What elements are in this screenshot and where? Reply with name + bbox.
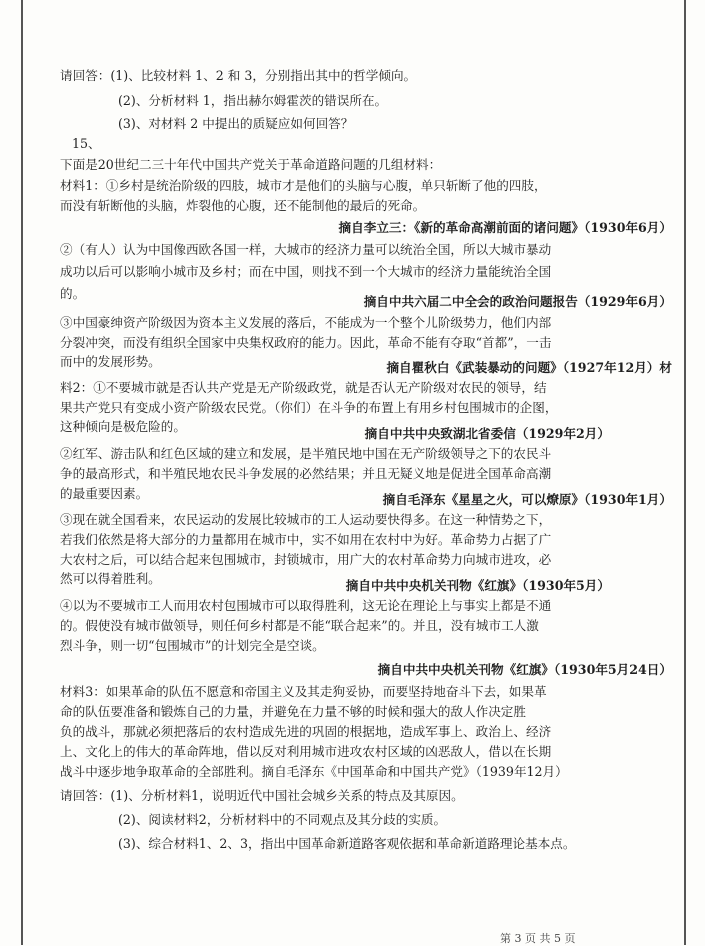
text-line: 大农村之后，可以结合起来包围城市，封锁城市，用广大的农村革命势力向城市进攻，必 bbox=[60, 552, 552, 567]
source-citation: 摘自中共中央机关刊物《红旗》（1930年5月24日） bbox=[377, 662, 672, 677]
text-line: 请回答：(1)、比较材料 1、2 和 3，分别指出其中的哲学倾向。 bbox=[60, 68, 417, 83]
text-line: (3)、对材料 2 中提出的质疑应如何回答？ bbox=[118, 116, 354, 131]
text-line: (2)、阅读材料2，分析材料中的不同观点及其分歧的实质。 bbox=[118, 812, 447, 827]
text-line: 负的战斗，那就必须把落后的农村造成先进的巩固的根据地，造成军事上、政治上、经济 bbox=[60, 724, 552, 739]
text-line: 下面是20世纪二三十年代中国共产党关于革命道路问题的几组材料： bbox=[60, 157, 442, 172]
text-line: ②（有人）认为中国像西欧各国一样，大城市的经济力量可以统治全国，所以大城市暴动 bbox=[60, 242, 552, 257]
text-line: 的最重要因素。 bbox=[60, 486, 149, 501]
text-line: 请回答：(1)、分析材料1，说明近代中国社会城乡关系的特点及其原因。 bbox=[60, 788, 464, 803]
text-line: (2)、分析材料 1，指出赫尔姆霍茨的错误所在。 bbox=[118, 93, 388, 108]
source-citation: 摘自李立三：《新的革命高潮前面的诸问题》（1930年6月） bbox=[338, 220, 672, 235]
text-line: ③现在就全国看来，农民运动的发展比较城市的工人运动要快得多。在这一种情势之下， bbox=[60, 512, 552, 527]
text-line: 战斗中逐步地争取革命的全部胜利。摘自毛泽东《中国革命和中国共产党》（1939年12月） bbox=[60, 764, 568, 779]
text-line: ④以为不要城市工人而用农村包围城市可以取得胜利，这无论在理论上与事实上都是不通 bbox=[60, 598, 552, 613]
text-line: 而中的发展形势。 bbox=[60, 354, 161, 369]
source-citation: 摘自中共中央机关刊物《红旗》（1930年5月） bbox=[345, 578, 610, 593]
left-border-line bbox=[21, 0, 23, 945]
text-line: ③中国豪绅资产阶级因为资本主义发展的落后，不能成为一个整个儿阶级势力，他们内部 bbox=[60, 315, 552, 330]
text-line: 而没有斩断他的头脑，炸裂他的心腹，还不能制他的最后的死命。 bbox=[60, 198, 426, 213]
text-line: 分裂冲突，而没有组织全国家中央集权政府的能力。因此，革命不能有夺取“首都”，一击 bbox=[60, 335, 552, 350]
text-line: 若我们依然是将大部分的力量都用在城市中，实不如用在农村中为好。革命势力占据了广 bbox=[60, 532, 552, 547]
text-line: 材料3：如果革命的队伍不愿意和帝国主义及其走狗妥协，而要坚持地奋斗下去，如果革 bbox=[60, 684, 547, 699]
text-line: 然可以得着胜利。 bbox=[60, 571, 161, 586]
text-line: 成功以后可以影响小城市及乡村；而在中国，则找不到一个大城市的经济力量能统治全国 bbox=[60, 264, 552, 279]
source-citation: 摘自瞿秋白《武装暴动的问题》（1927年12月）材 bbox=[386, 360, 672, 375]
page-footer: 第 3 页 共 5 页 bbox=[500, 932, 576, 945]
text-line: (3)、综合材料1、2、3，指出中国革命新道路客观依据和革命新道路理论基本点。 bbox=[118, 836, 576, 851]
question-number: 15、 bbox=[72, 136, 101, 151]
text-line: 果共产党只有变成小资产阶级农民党。（你们）在斗争的布置上有用乡村包围城市的企图， bbox=[60, 400, 558, 415]
source-citation: 摘自中共中央致湖北省委信（1929年2月） bbox=[364, 426, 610, 441]
text-line: 争的最高形式，和半殖民地农民斗争发展的必然结果；并且无疑义地是促进全国革命高潮 bbox=[60, 466, 552, 481]
right-border-line bbox=[684, 0, 686, 945]
text-line: 这种倾向是极危险的。 bbox=[60, 419, 186, 434]
text-line: 料2：①不要城市就是否认共产党是无产阶级政党，就是否认无产阶级对农民的领导，结 bbox=[60, 380, 547, 395]
text-line: 烈斗争，则一切“包围城市”的计划完全是空谈。 bbox=[60, 638, 325, 653]
source-citation: 摘自中共六届二中全会的政治问题报告（1929年6月） bbox=[363, 294, 672, 309]
text-line: 上、文化上的伟大的革命阵地，借以反对利用城市进攻农村区域的凶恶敌人，借以在长期 bbox=[60, 744, 552, 759]
source-citation: 摘自毛泽东《星星之火，可以燎原》（1930年1月） bbox=[382, 492, 672, 507]
text-line: 命的队伍要准备和锻炼自己的力量，并避免在力量不够的时候和强大的敌人作决定胜 bbox=[60, 704, 526, 719]
text-line: 的。 bbox=[60, 286, 86, 301]
text-line: 材料1：①乡村是统治阶级的四肢，城市才是他们的头脑与心腹，单只斩断了他的四肢， bbox=[60, 178, 547, 193]
text-line: 的。假使没有城市做领导，则任何乡村都是不能“联合起来”的。并且，没有城市工人激 bbox=[60, 618, 539, 633]
text-line: ②红军、游击队和红色区域的建立和发展，是半殖民地中国在无产阶级领导之下的农民斗 bbox=[60, 446, 552, 461]
